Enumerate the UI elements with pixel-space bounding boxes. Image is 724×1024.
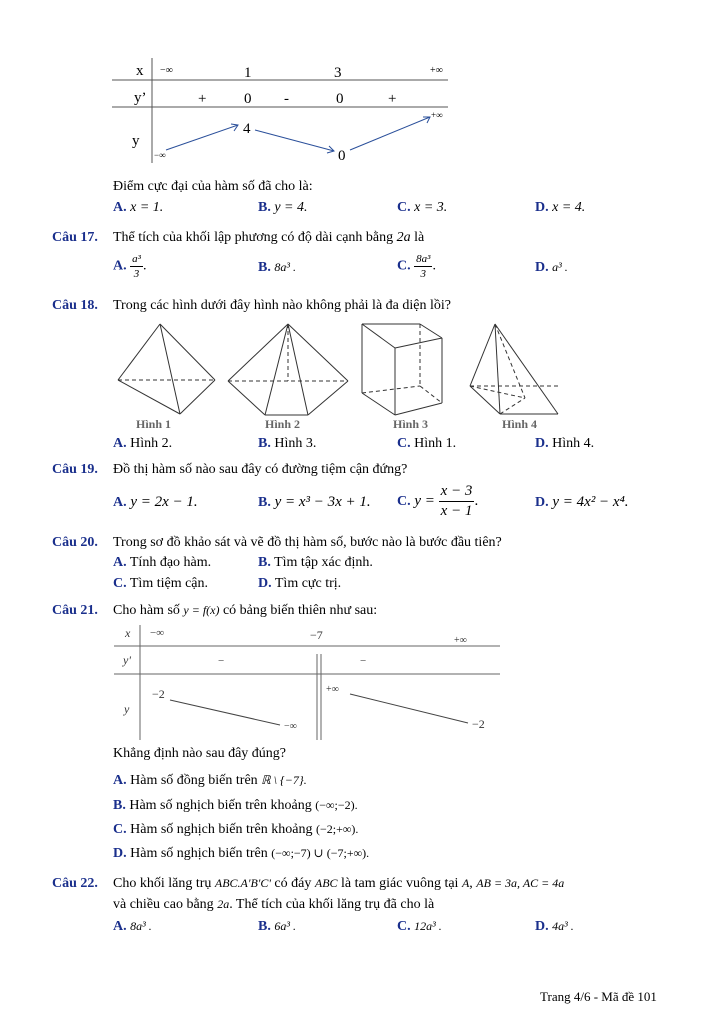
table1-yp-2: - xyxy=(284,91,289,107)
q19-option-c[interactable]: C. y = $\frac{x - 3}{x - 1}$ . xyxy=(397,483,479,519)
table2-x-label: x xyxy=(125,626,131,640)
figure-label-4: Hình 4 xyxy=(502,417,538,431)
figure-label-3: Hình 3 xyxy=(393,417,429,431)
table2-y-2: +∞ xyxy=(326,684,339,695)
table2-x-2: +∞ xyxy=(454,635,467,646)
q21-option-d[interactable]: D. Hàm số nghịch biến trên (−∞;−7) ∪ (−7;+∞). xyxy=(113,846,370,861)
table2-y-label: y xyxy=(124,702,130,716)
table1-y-0: −∞ xyxy=(154,150,166,160)
table1-x-1: 1 xyxy=(244,65,252,81)
table2-x-0: −∞ xyxy=(150,627,165,639)
q19-option-d[interactable]: D. y = 4x² − x⁴. xyxy=(535,494,629,510)
table1-arrow-up-2 xyxy=(350,117,430,150)
table2-yp-label: y' xyxy=(123,653,131,667)
table1-yp-3: 0 xyxy=(336,91,344,107)
q22-number: Câu 22. xyxy=(52,876,98,891)
q21-statement: Khẳng định nào sau đây đúng? xyxy=(113,746,287,761)
q22-option-a[interactable]: A. 8a³ . xyxy=(113,919,152,934)
table1-arrow-up-1 xyxy=(166,125,238,150)
figure-label-1: Hình 1 xyxy=(136,417,172,431)
figure-3 xyxy=(362,324,442,415)
q19-question: Đồ thị hàm số nào sau đây có đường tiệm cận đứng? xyxy=(113,462,408,477)
q17-option-a[interactable]: A. $\frac{\text{a³}}{3}$ . xyxy=(113,253,147,280)
q18-option-b[interactable]: B. Hình 3. xyxy=(258,436,317,451)
q18-figures xyxy=(110,318,590,434)
q20-option-c[interactable]: C. Tìm tiệm cận. xyxy=(113,576,209,591)
q17-option-d[interactable]: D. a³ . xyxy=(535,260,568,275)
table1-y-label: y xyxy=(132,133,140,149)
q21-number: Câu 21. xyxy=(52,603,98,618)
table2-y-1: −∞ xyxy=(284,721,297,732)
q21-question: Cho hàm số y = f(x) có bảng biến thiên như sau: xyxy=(113,603,378,618)
q22-option-d[interactable]: D. 4a³ . xyxy=(535,919,574,934)
table1-x-2: 3 xyxy=(334,65,342,81)
variation-table-2 xyxy=(112,624,502,742)
q20-question: Trong sơ đồ khảo sát và vẽ đồ thị hàm số, bước nào là bước đầu tiên? xyxy=(113,535,502,550)
q18-option-a[interactable]: A. Hình 2. xyxy=(113,436,173,451)
page-footer: Trang 4/6 - Mã đề 101 xyxy=(540,989,657,1004)
q16-option-b[interactable]: B. y = 4. xyxy=(258,200,308,215)
table1-y-2: 0 xyxy=(338,148,346,164)
q22-line-1: Cho khối lăng trụ ABC.A'B'C' có đáy ABC là tam giác vuông tại A, AB = 3a, AC = 4a xyxy=(113,876,565,891)
table1-x-label: x xyxy=(136,63,144,79)
table2-arrow-1 xyxy=(170,700,280,725)
q17-option-b[interactable]: B. 8a³ . xyxy=(258,260,296,275)
figure-1 xyxy=(118,324,215,414)
q16-option-c[interactable]: C. x = 3. xyxy=(397,200,448,215)
q16-question: Điểm cực đại của hàm số đã cho là: xyxy=(113,179,313,194)
q20-option-d[interactable]: D. Tìm cực trị. xyxy=(258,576,342,591)
q16-option-a[interactable]: A. x = 1. xyxy=(113,200,164,215)
variation-table-1 xyxy=(110,55,455,170)
table1-yp-4: + xyxy=(388,91,397,107)
table2-yp-1: − xyxy=(360,655,367,667)
q18-question: Trong các hình dưới đây hình nào không phải là đa diện lồi? xyxy=(113,298,451,313)
q19-option-a[interactable]: A. y = 2x − 1. xyxy=(113,494,198,510)
figure-label-2: Hình 2 xyxy=(265,417,301,431)
q18-option-d[interactable]: D. Hình 4. xyxy=(535,436,595,451)
table2-y-3: −2 xyxy=(472,717,485,731)
q18-option-c[interactable]: C. Hình 1. xyxy=(397,436,457,451)
q20-number: Câu 20. xyxy=(52,535,98,550)
table1-x-0: −∞ xyxy=(160,65,173,76)
q22-line-2: và chiều cao bằng 2a. Thể tích của khối lăng trụ đã cho là xyxy=(113,897,435,912)
table1-yp-0: + xyxy=(198,91,207,107)
q17-number: Câu 17. xyxy=(52,230,98,245)
table2-yp-0: − xyxy=(218,655,225,667)
q20-option-a[interactable]: A. Tính đạo hàm. xyxy=(113,555,212,570)
q17-question: Thể tích của khối lập phương có độ dài cạnh bằng 2a là xyxy=(113,230,425,245)
table1-x-3: +∞ xyxy=(430,65,443,76)
table2-x-1: −7 xyxy=(310,628,323,642)
q21-option-b[interactable]: B. Hàm số nghịch biến trên khoảng (−∞;−2). xyxy=(113,798,358,813)
q22-option-b[interactable]: B. 6a³ . xyxy=(258,919,296,934)
table2-arrow-2 xyxy=(350,694,468,723)
q21-option-a[interactable]: A. Hàm số đồng biến trên ℝ \ {−7}. xyxy=(113,773,307,788)
q18-number: Câu 18. xyxy=(52,298,98,313)
q22-option-c[interactable]: C. 12a³ . xyxy=(397,919,442,934)
table1-y-1: 4 xyxy=(243,121,251,137)
figure-2 xyxy=(228,324,348,415)
table1-yp-label: y’ xyxy=(134,90,147,106)
figure-4 xyxy=(470,324,558,414)
table2-y-0: −2 xyxy=(152,687,165,701)
q16-option-d[interactable]: D. x = 4. xyxy=(535,200,586,215)
q19-option-b[interactable]: B. y = x³ − 3x + 1. xyxy=(258,494,371,510)
table1-arrow-down xyxy=(255,130,334,151)
table1-y-3: +∞ xyxy=(431,110,443,120)
q19-number: Câu 19. xyxy=(52,462,98,477)
q21-option-c[interactable]: C. Hàm số nghịch biến trên khoảng (−2;+∞). xyxy=(113,822,359,837)
q20-option-b[interactable]: B. Tìm tập xác định. xyxy=(258,555,373,570)
table1-yp-1: 0 xyxy=(244,91,252,107)
q17-option-c[interactable]: C. $\frac{\text{8a³}}{3}$ . xyxy=(397,253,436,280)
